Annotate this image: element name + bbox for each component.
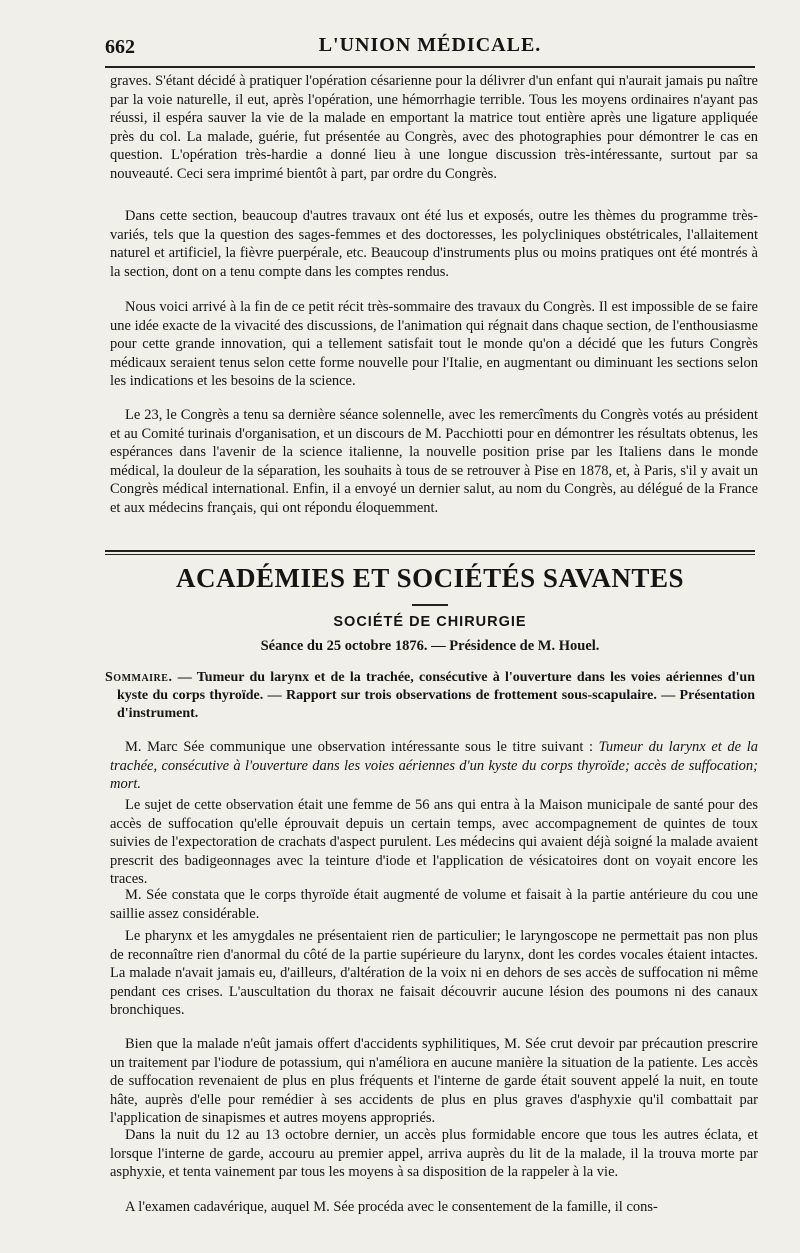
sommaire bbox=[105, 669, 755, 723]
section-divider bbox=[105, 550, 755, 552]
paragraph: Nous voici arrivé à la fin de ce petit récit très-sommaire des travaux du Congrès. Il est impossible de se faire une idée exacte de la vivacité des discussions, de l'animation qui régnait dans chaque section, de l'enthousiasme pour cette grande innovation, qui a tellement satisfait tout le monde qu'on a décidé que les futurs Congrès médicaux seraient tenus selon cette forme nouvelle pour l'Italie, en augmentant ou diminuant les sections selon les indications et les besoins de la science. bbox=[110, 299, 758, 389]
paragraph: Bien que la malade n'eût jamais offert d'accidents syphilitiques, M. Sée crut devoir par précaution prescrire un traitement par l'iodure de potassium, qui n'améliora en aucune manière la situation de la patiente. Les accès de suffocation revenaient de plus en plus fréquents et l'interne de garde était souvent appelé la nuit, en toute hâte, auprès d'elle pour remédier à ses accidents de plus en plus graves d'asphyxie qu'il combattait par l'application de sinapismes et autres moyens appropriés. bbox=[110, 1036, 758, 1126]
header-rule bbox=[105, 66, 755, 68]
paragraph-continued: graves. S'étant décidé à pratiquer l'opération césarienne pour la délivrer d'un enfant qui n'aurait jamais pu naître par la voie naturelle, il eut, après l'opération, une hémorrhagie terrible. Tous les moyens ordinaires n'ayant pas réussi, il espéra sauver la vie de la malade en emportant la matrice tout entière après une ligature appliquée près du col. La malade, guérie, fut présentée au Congrès, avec des photographies pour démontrer le cas en question. L'opération très-hardie a donné lieu à une longue discussion très-intéressante, surtout par sa nouveauté. Ceci sera imprimé bientôt à part, par ordre du Congrès. bbox=[110, 73, 758, 182]
title-underline bbox=[412, 604, 448, 606]
journal-title: L'UNION MÉDICALE. bbox=[318, 34, 542, 56]
page-number: 662 bbox=[105, 36, 135, 58]
intro-text: M. Marc Sée communique une observation intéressante sous le titre suivant : bbox=[125, 739, 599, 755]
sommaire-label: Sommaire. bbox=[105, 670, 173, 685]
paragraph: Dans cette section, beaucoup d'autres travaux ont été lus et exposés, outre les thèmes du programme très-variés, tels que la question des sages-femmes et des doctoresses, les polycliniques obstétricales, l'allaitement naturel et artificiel, la fièvre puerpérale, etc. Beaucoup d'instruments plus ou moins pratiques ont été montrés à la section, dont on a tenu compte dans les comptes rendus. bbox=[110, 208, 758, 280]
paragraph: Dans la nuit du 12 au 13 octobre dernier, un accès plus formidable encore que tous les autres éclata, et lorsque l'interne de garde, accouru au premier appel, arriva auprès du lit de la malade, il la trouva morte par asphyxie, et tenta vainement par tous les moyens à sa disposition de la rappeler à la vie. bbox=[110, 1127, 758, 1180]
observation-title: Tumeur du larynx et de la trachée, consécutive à l'ouverture dans les voies aériennes d'un kyste du corps thyroïde; accès de suffocation; mort. bbox=[110, 739, 758, 792]
section-divider-thin bbox=[105, 554, 755, 555]
paragraph-truncated: A l'examen cadavérique, auquel M. Sée procéda avec le consentement de la famille, il cons- bbox=[125, 1199, 658, 1215]
paragraph: M. Sée constata que le corps thyroïde était augmenté de volume et faisait à la partie antérieure du cou une saillie assez considérable. bbox=[110, 887, 758, 922]
paragraph: Le pharynx et les amygdales ne présentaient rien de particulier; le laryngoscope ne permettait pas non plus de reconnaître rien d'anormal du côté de la partie supérieure du larynx, dont les cordes vocales étaient intactes. La malade n'avait jamais eu, d'ailleurs, d'altération de la voix ni en dehors de ses accès de suffocation ni même pendant ces crises. L'auscultation du thorax ne faisait découvrir aucune lésion des poumons ni des canaux bronchiques. bbox=[110, 928, 758, 1018]
section-title: ACADÉMIES ET SOCIÉTÉS SAVANTES bbox=[176, 563, 684, 593]
page-header bbox=[105, 30, 755, 64]
paragraph: Le sujet de cette observation était une femme de 56 ans qui entra à la Maison municipale de santé pour des accès de suffocation qu'elle éprouvait depuis un certain temps, avec accompagnement de quintes de toux suivies de l'expectoration de crachats d'aspect purulent. Les médecins qui avaient déjà soigné la malade avaient prescrit des badigeonnages avec la teinture d'iode et l'application de vésicatoires dont on voyait encore les traces. bbox=[110, 797, 758, 887]
sommaire-text: — Tumeur du larynx et de la trachée, consécutive à l'ouverture dans les voies aériennes d'un kyste du corps thyroïde. — Rapport sur trois observations de frottement sous-scapulaire. — Présentation d'instrument. bbox=[117, 670, 756, 721]
paragraph: Le 23, le Congrès a tenu sa dernière séance solennelle, avec les remercîments du Congrès votés au président et au Comité turinais d'organisation, et un discours de M. Pacchiotti pour en démontrer les résultats obtenus, les espérances dans l'avenir de la science italienne, la nouvelle position prise par les Italiens dans le monde médical, la douleur de la séparation, les souhaits à tous de se retrouver à Pise en 1878, et, à Paris, s'il y avait un Congrès médical international. Enfin, il a envoyé un dernier salut, au nom du Congrès, au délégué de la France et aux médecins français, qui ont répondu éloquemment. bbox=[110, 407, 758, 516]
seance-line: Séance du 25 octobre 1876. — Présidence de M. Houel. bbox=[260, 638, 600, 654]
society-heading: SOCIÉTÉ DE CHIRURGIE bbox=[333, 614, 527, 630]
paragraph-intro bbox=[110, 738, 758, 794]
